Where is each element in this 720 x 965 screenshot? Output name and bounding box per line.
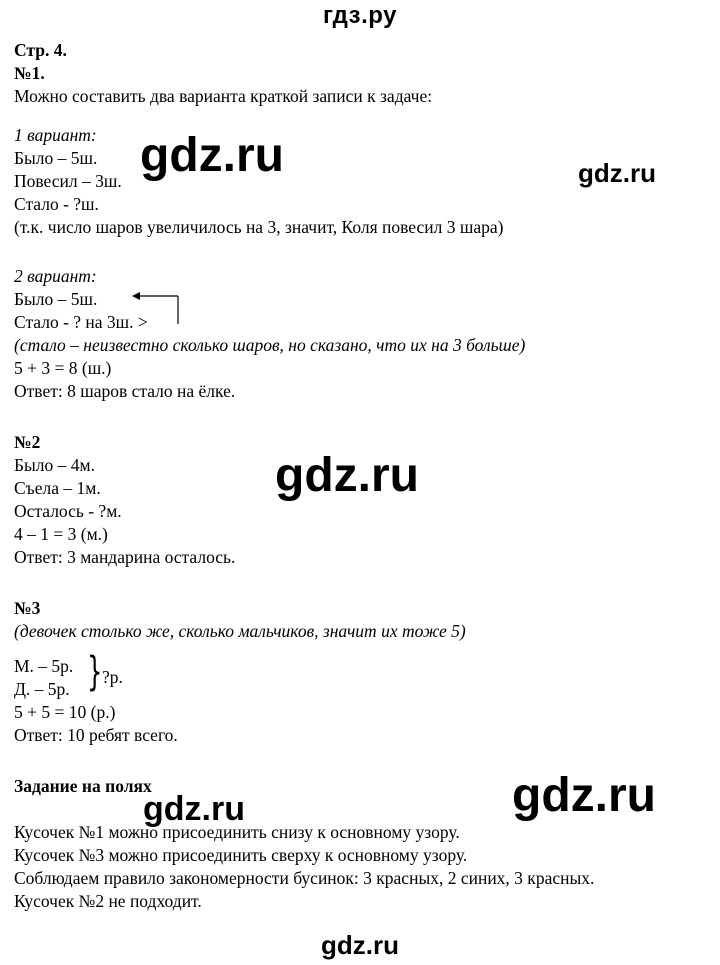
task3-answer: Ответ: 10 ребят всего. <box>14 725 178 745</box>
task2-line: Осталось - ?м. <box>14 501 122 521</box>
variant1-line: Было – 5ш. <box>14 148 98 168</box>
variant2-line: Стало - ? на 3ш. > <box>14 312 148 332</box>
task3-number: №3 <box>14 598 41 618</box>
task2-line: 4 – 1 = 3 (м.) <box>14 524 108 544</box>
variant1-line: Стало - ?ш. <box>14 194 99 214</box>
task1-answer: Ответ: 8 шаров стало на ёлке. <box>14 381 236 401</box>
variant1-line: (т.к. число шаров увеличилось на 3, значит, Коля повесил 3 шара) <box>14 217 504 237</box>
variant2-note: (стало – неизвестно сколько шаров, но сказано, что их на 3 больше) <box>14 335 526 355</box>
task2-line: Ответ: 3 мандарина осталось. <box>14 547 236 567</box>
margin-task-title: Задание на полях <box>14 776 152 796</box>
task1-calc: 5 + 3 = 8 (ш.) <box>14 358 112 378</box>
site-header: гдз.ру <box>323 2 397 29</box>
task3-girls: Д. – 5р. <box>14 679 70 699</box>
variant2-line: Было – 5ш. <box>14 289 98 309</box>
task2-line: Было – 4м. <box>14 455 95 475</box>
page-label: Стр. 4. <box>14 40 67 60</box>
task3-calc: 5 + 5 = 10 (р.) <box>14 702 116 722</box>
watermark: gdz.ru <box>143 790 245 828</box>
task3-note: (девочек столько же, сколько мальчиков, значит их тоже 5) <box>14 621 466 641</box>
variant2-title: 2 вариант: <box>14 266 97 286</box>
variant1-title: 1 вариант: <box>14 125 97 145</box>
comparison-arrow-icon <box>130 290 186 332</box>
variant1-line: Повесил – 3ш. <box>14 171 122 191</box>
task2-line: Съела – 1м. <box>14 478 101 498</box>
task3-boys: М. – 5р. <box>14 656 74 676</box>
watermark: gdz.ru <box>578 158 656 188</box>
watermark: gdz.ru <box>512 769 656 822</box>
task3-total: ?р. <box>102 667 123 687</box>
task2-number: №2 <box>14 432 41 452</box>
task1-intro: Можно составить два варианта краткой записи к задаче: <box>14 86 433 106</box>
watermark: gdz.ru <box>321 930 399 960</box>
task1-number: №1. <box>14 63 45 83</box>
brace-icon: } <box>87 649 103 695</box>
margin-task-line: Соблюдаем правило закономерности бусинок: 3 красных, 2 синих, 3 красных. <box>14 868 595 888</box>
margin-task-line: Кусочек №2 не подходит. <box>14 891 202 911</box>
margin-task-line: Кусочек №1 можно присоединить снизу к основному узору. <box>14 822 460 842</box>
watermark: gdz.ru <box>275 449 419 502</box>
watermark: gdz.ru <box>140 129 284 182</box>
margin-task-line: Кусочек №3 можно присоединить сверху к основному узору. <box>14 845 468 865</box>
